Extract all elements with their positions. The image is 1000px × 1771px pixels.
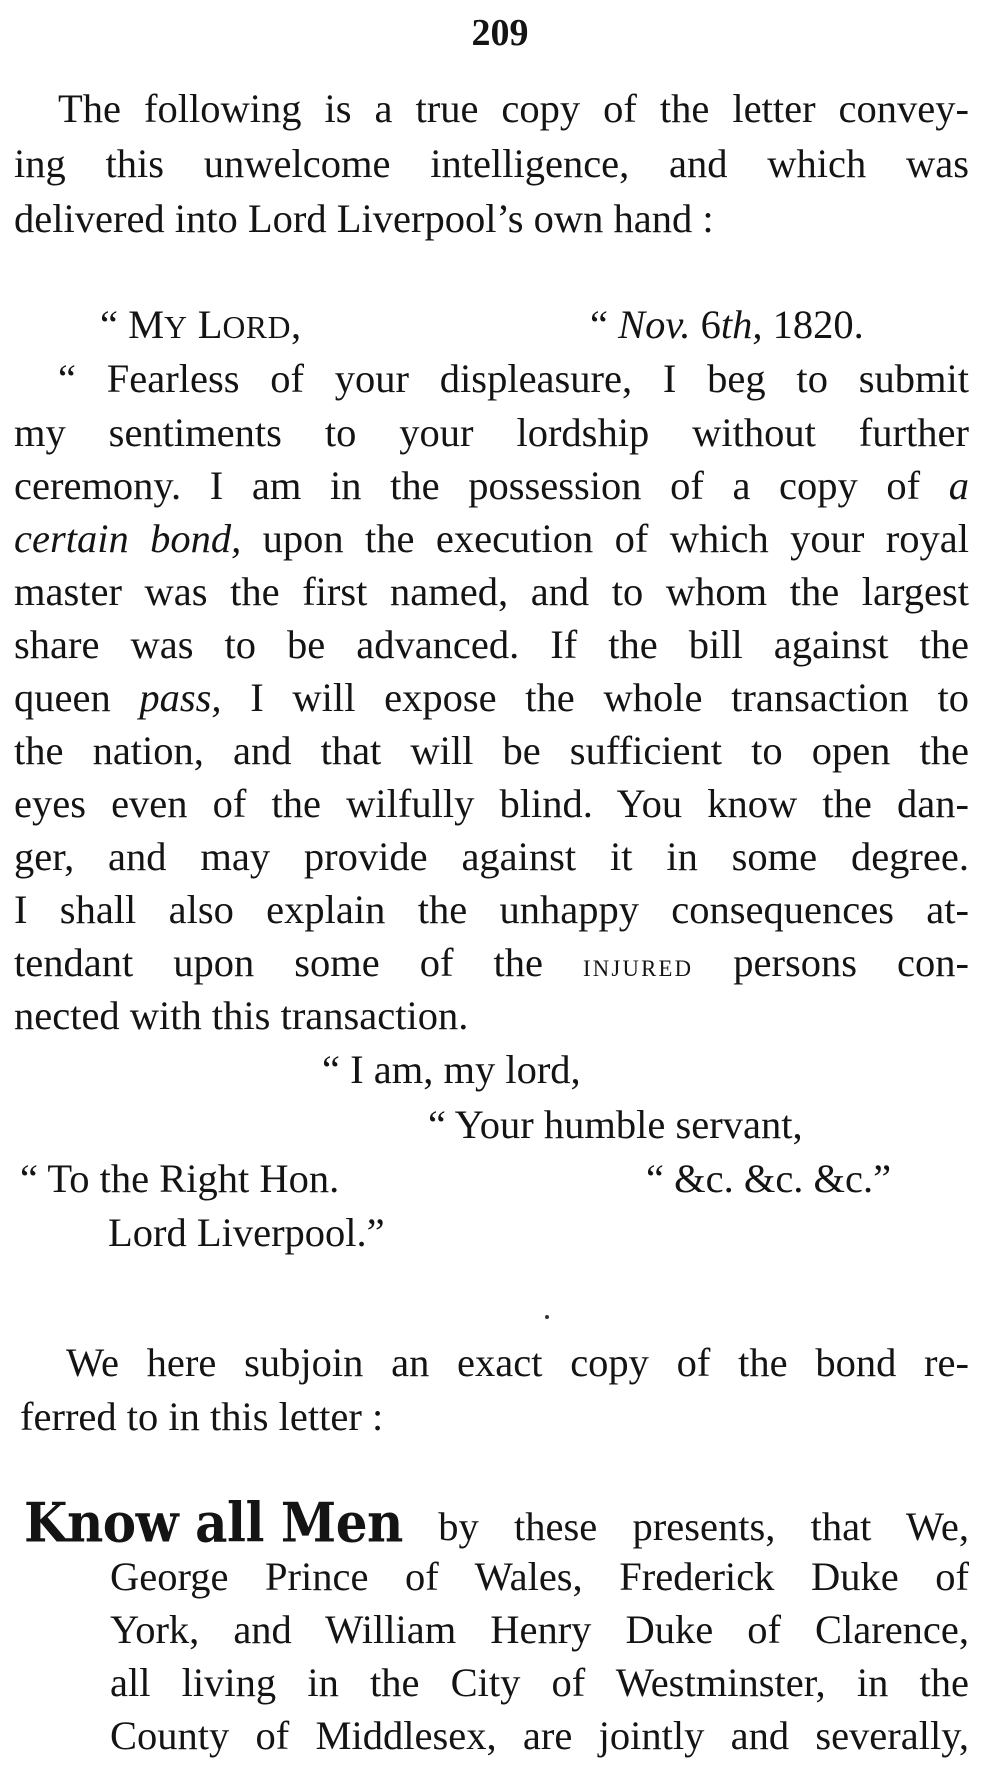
letter-body-line-13: nected with this transaction. <box>14 993 469 1038</box>
bond-line-4: all living in the City of Westminster, in the <box>110 1660 969 1705</box>
bond-blackletter-heading: Know all Men <box>24 1490 403 1555</box>
letter-body-line-1: “ Fearless of your displeasure, I beg to submit <box>58 356 969 401</box>
letter-body-line-2: my sentiments to your lordship without further <box>14 410 969 455</box>
ink-speck <box>545 1315 549 1319</box>
letter-signature: “ &c. &c. &c.” <box>646 1156 892 1201</box>
letter-addressee-2: Lord Liverpool.” <box>108 1210 385 1255</box>
bond-line-1: Know all Men by these presents, that We, <box>24 1490 969 1555</box>
intro-line-2: ing this unwelcome intelligence, and which was <box>14 141 969 186</box>
letter-body-line-7: queen pass, I will expose the whole transaction to <box>14 675 970 720</box>
bond-intro-line-1: We here subjoin an exact copy of the bond re- <box>66 1340 969 1385</box>
letter-addressee-1: “ To the Right Hon. <box>20 1156 340 1201</box>
letter-date: “ Nov. 6th, 1820. <box>590 302 864 347</box>
bond-line-5: County of Middlesex, are jointly and severally, <box>110 1713 969 1758</box>
bond-line-3: York, and William Henry Duke of Clarence, <box>110 1607 969 1652</box>
letter-closing-2: “ Your humble servant, <box>428 1102 803 1147</box>
letter-body-line-11: I shall also explain the unhappy consequences at- <box>14 887 969 932</box>
letter-body-line-12: tendant upon some of the INJURED persons con- <box>14 940 969 985</box>
letter-body-line-4: certain bond, upon the execution of which your royal <box>14 516 970 561</box>
bond-line-2: George Prince of Wales, Frederick Duke of <box>110 1554 969 1599</box>
letter-body-line-5: master was the first named, and to whom the largest <box>14 569 969 614</box>
letter-body-line-8: the nation, and that will be sufficient to open the <box>14 728 969 773</box>
letter-salutation: “ MY LORD, <box>100 302 302 347</box>
page-number: 209 <box>471 12 529 54</box>
intro-line-1: The following is a true copy of the letter convey- <box>58 86 969 131</box>
letter-body-line-6: share was to be advanced. If the bill against the <box>14 622 969 667</box>
intro-line-3: delivered into Lord Liverpool’s own hand : <box>14 196 714 241</box>
letter-body-line-9: eyes even of the wilfully blind. You know the dan- <box>14 781 969 826</box>
letter-body-line-10: ger, and may provide against it in some degree. <box>14 834 969 879</box>
letter-closing-1: “ I am, my lord, <box>322 1047 581 1092</box>
bond-intro-line-2: ferred to in this letter : <box>20 1394 384 1439</box>
letter-body-line-3: ceremony. I am in the possession of a copy of a <box>14 463 969 508</box>
